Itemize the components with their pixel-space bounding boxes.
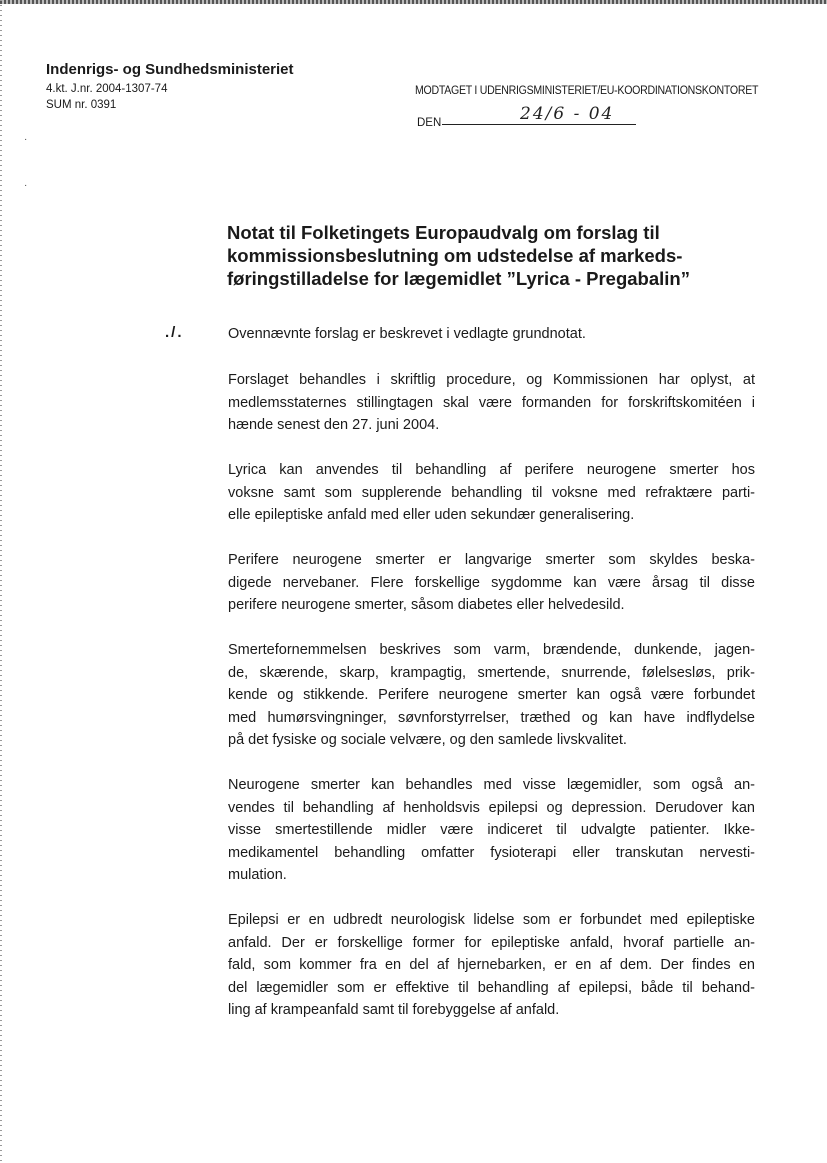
text-line: Perifere neurogene smerter er langvarige smerter som skyldes beska-	[228, 552, 755, 568]
text-line: med humørsvingninger, søvnforstyrrelser, træthed og kan have indflydelse	[228, 709, 755, 726]
text-line: visse smertestillende midler være indiceret til udvalgte patienter. Ikke-	[228, 822, 755, 838]
text-line: Forslaget behandles i skriftlig procedure, og Kommissionen har oplyst, at	[228, 372, 755, 388]
paragraph-4	[228, 549, 755, 617]
scan-speck: ·	[24, 134, 28, 145]
paragraph-2	[228, 369, 755, 437]
sum-reference: SUM nr. 0391	[46, 99, 117, 111]
text-line: fald, som kommer fra en del af hjernebarken, er en af dem. Der findes en	[228, 957, 755, 973]
received-stamp: MODTAGET I UDENRIGSMINISTERIET/EU-KOORDINATIONSKONTORET	[415, 85, 759, 97]
stamp-den-label: DEN	[417, 117, 442, 129]
text-line: medlemsstaternes stillingtagen skal være formanden for forskriftskomitéen i	[228, 394, 755, 411]
scan-speck: ·	[24, 180, 28, 191]
text-line: anfald. Der er forskellige former for epileptiske anfald, hvoraf partielle an-	[228, 934, 755, 951]
scan-left-edge	[0, 0, 2, 1163]
paragraph-3	[228, 459, 755, 527]
paragraph-5	[228, 639, 755, 752]
stamp-date-line	[442, 124, 636, 125]
text-line: Ovennævnte forslag er beskrevet i vedlagte grundnotat.	[228, 326, 586, 342]
text-line: digede nervebaner. Flere forskellige sygdomme kan være årsag til disse	[228, 574, 755, 591]
paragraph-1	[228, 323, 755, 346]
enclosure-mark: ./.	[165, 324, 184, 341]
handwritten-date: 24/6 - 04	[520, 104, 615, 124]
title-line: kommissionsbeslutning om udstedelse af markeds-	[227, 245, 683, 266]
document-title	[227, 221, 787, 290]
text-line: medikamentel behandling omfatter fysioterapi eller transkutan nervesti-	[228, 844, 755, 861]
text-line: kende og stikkende. Perifere neurogene smerter kan også være forbundet	[228, 687, 755, 703]
title-line: Notat til Folketingets Europaudvalg om forslag til	[227, 222, 660, 243]
text-line: ling af krampeanfald samt til forebyggelse af anfald.	[228, 1002, 560, 1018]
text-line: Neurogene smerter kan behandles med visse lægemidler, som også an-	[228, 777, 755, 793]
text-line: vendes til behandling af henholdsvis epilepsi og depression. Derudover kan	[228, 799, 755, 816]
title-line: føringstilladelse for lægemidlet ”Lyrica - Pregabalin”	[227, 268, 690, 289]
ministry-name: Indenrigs- og Sundhedsministeriet	[46, 61, 294, 78]
text-line: hænde senest den 27. juni 2004.	[228, 417, 440, 433]
text-line: del lægemidler som er effektive til behandling af epilepsi, både til behand-	[228, 979, 755, 996]
text-line: på det fysiske og sociale velvære, og den samlede livskvalitet.	[228, 732, 627, 748]
text-line: voksne samt som supplerende behandling til voksne med refraktære parti-	[228, 484, 755, 501]
text-line: de, skærende, skarp, krampagtig, smertende, snurrende, følelsesløs, prik-	[228, 664, 755, 681]
text-line: Lyrica kan anvendes til behandling af perifere neurogene smerter hos	[228, 462, 755, 478]
text-line: perifere neurogene smerter, såsom diabetes eller helvedesild.	[228, 597, 625, 613]
paragraph-7	[228, 909, 755, 1022]
file-reference: 4.kt. J.nr. 2004-1307-74	[46, 83, 168, 95]
text-line: elle epileptiske anfald med eller uden sekundær generalisering.	[228, 507, 635, 523]
paragraph-6	[228, 774, 755, 887]
text-line: mulation.	[228, 867, 287, 883]
scan-top-border	[0, 0, 827, 4]
text-line: Smertefornemmelsen beskrives som varm, brændende, dunkende, jagen-	[228, 642, 755, 658]
text-line: Epilepsi er en udbredt neurologisk lidelse som er forbundet med epileptiske	[228, 912, 755, 928]
